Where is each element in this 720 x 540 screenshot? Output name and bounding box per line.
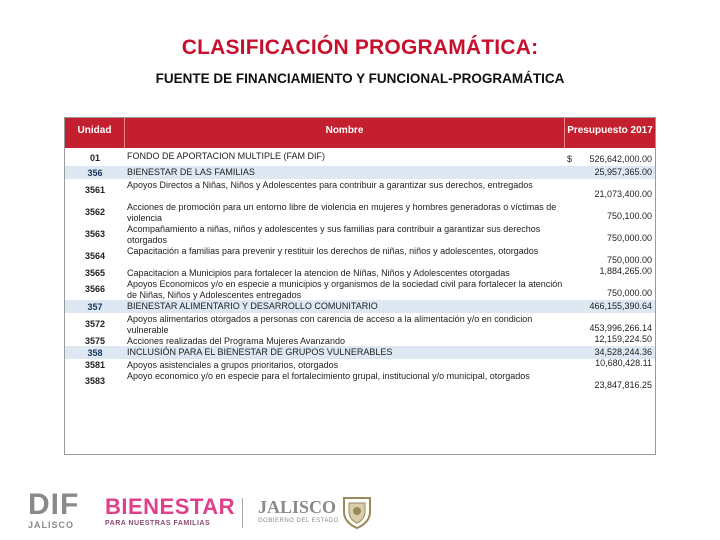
budget-cell: 1,884,265.00 xyxy=(599,266,652,276)
currency-symbol: $ xyxy=(567,154,573,164)
name-cell: Apoyos alimentarios otorgados a personas con carencia de acceso a la alimentación y/o en condicion vulnerable xyxy=(127,314,533,335)
table-header xyxy=(65,118,655,148)
budget-cell: 750,000.00 xyxy=(606,288,652,298)
table-row xyxy=(65,245,655,267)
bienestar-logo xyxy=(105,496,235,527)
table-row xyxy=(65,267,655,278)
name-cell: BIENESTAR DE LAS FAMILIAS xyxy=(127,167,255,177)
name-cell: Acciones realizadas del Programa Mujeres Avanzando xyxy=(127,336,345,346)
page-title: CLASIFICACIÓN PROGRAMÁTICA: xyxy=(181,36,539,59)
unit-cell: 3583 xyxy=(84,376,106,386)
jalisco-seal-icon xyxy=(340,494,374,535)
table-row xyxy=(65,223,655,245)
dif-logo-text: DIF xyxy=(28,488,80,521)
budget-cell: 750,100.00 xyxy=(606,211,652,221)
name-cell: Capacitación a familias para prevenir y restituir los derechos de niñas, niños y adolescentes, otorgados xyxy=(127,246,539,256)
bienestar-logo-text: BIENESTAR xyxy=(105,494,235,519)
table-row xyxy=(65,278,655,300)
unit-cell: 357 xyxy=(87,301,103,312)
budget-cell: 453,996,266.14 xyxy=(589,323,652,333)
jalisco-logo xyxy=(258,498,339,524)
table-row xyxy=(65,370,655,392)
unit-cell: 3562 xyxy=(84,207,106,217)
jalisco-logo-text: JALISCO xyxy=(258,497,337,517)
name-cell: Apoyos Economicos y/o en especie a municipios y organismos de la sociedad civil para fortalecer la atención de Niñas, Niños y Adolescentes entregados xyxy=(127,279,563,300)
table-group-row xyxy=(65,166,655,179)
table-row xyxy=(65,201,655,223)
budget-cell: 21,073,400.00 xyxy=(594,189,652,199)
unit-cell: 3563 xyxy=(84,229,106,239)
name-cell: Apoyos asistenciales a grupos prioritarios, otorgados xyxy=(127,360,339,370)
unit-cell: 3561 xyxy=(84,185,106,195)
table-row xyxy=(65,359,655,370)
budget-table xyxy=(64,117,656,455)
dif-logo-subtext: JALISCO xyxy=(28,520,75,530)
name-cell: Apoyo economico y/o en especie para el fortalecimiento grupal, institucional y/o municipal, otorgados xyxy=(127,371,530,381)
unit-cell: 3564 xyxy=(84,251,106,261)
dif-logo xyxy=(28,490,80,530)
name-cell: Capacitacion a Municipios para fortalecer la atencion de Niñas, Niños y Adolescentes otorgadas xyxy=(127,268,510,278)
table-body xyxy=(65,150,655,392)
unit-cell: 3565 xyxy=(84,267,106,278)
table-row xyxy=(65,150,655,166)
table-row xyxy=(65,313,655,335)
logo-divider xyxy=(242,498,243,528)
budget-cell: 750,000.00 xyxy=(606,233,652,243)
page-subtitle: FUENTE DE FINANCIAMIENTO Y FUNCIONAL-PROGRAMÁTICA xyxy=(155,71,565,86)
budget-cell: 750,000.00 xyxy=(606,255,652,265)
table-group-row xyxy=(65,300,655,313)
name-cell: Acompañamiento a niñas, niños y adolescentes y sus familias para contribuir a garantizar sus derechos otorgados xyxy=(127,224,541,245)
name-cell: BIENESTAR ALIMENTARIO Y DESARROLLO COMUNITARIO xyxy=(127,301,378,311)
table-row xyxy=(65,335,655,346)
unit-cell: 3575 xyxy=(84,335,106,346)
budget-cell: 12,159,224.50 xyxy=(594,334,652,344)
budget-cell: 466,155,390.64 xyxy=(589,301,652,311)
unit-cell: 3566 xyxy=(84,284,106,294)
footer-logos xyxy=(0,490,720,535)
jalisco-logo-subtext: GOBIERNO DEL ESTADO xyxy=(258,518,339,524)
name-cell: FONDO DE APORTACION MULTIPLE (FAM DIF) xyxy=(127,151,326,161)
name-cell: Apoyos Directos a Niñas, Niños y Adolescentes para contribuir a garantizar sus derechos, entregados xyxy=(127,180,533,190)
budget-value: 526,642,000.00 xyxy=(589,154,652,164)
budget-cell: 10,680,428.11 xyxy=(595,358,652,368)
name-cell: Acciones de promoción para un entorno libre de violencia en mujeres y hombres generadoras o víctimas de violencia xyxy=(127,202,557,223)
table-row xyxy=(65,179,655,201)
column-header-unit: Unidad xyxy=(65,118,125,148)
budget-cell: 23,847,816.25 xyxy=(594,380,652,390)
column-header-name: Nombre xyxy=(125,118,565,148)
budget-cell xyxy=(565,150,655,166)
column-header-budget: Presupuesto 2017 xyxy=(567,125,653,136)
bienestar-logo-subtext: PARA NUESTRAS FAMILIAS xyxy=(105,520,211,527)
unit-cell: 01 xyxy=(89,153,100,163)
unit-cell: 3572 xyxy=(84,319,106,329)
table-group-row xyxy=(65,346,655,359)
unit-cell: 3581 xyxy=(84,359,106,370)
budget-cell: 25,957,365.00 xyxy=(594,167,652,177)
budget-cell: 34,528,244.36 xyxy=(594,347,652,357)
unit-cell: 356 xyxy=(87,167,103,178)
name-cell: INCLUSIÓN PARA EL BIENESTAR DE GRUPOS VULNERABLES xyxy=(127,347,393,357)
unit-cell: 358 xyxy=(87,347,103,358)
